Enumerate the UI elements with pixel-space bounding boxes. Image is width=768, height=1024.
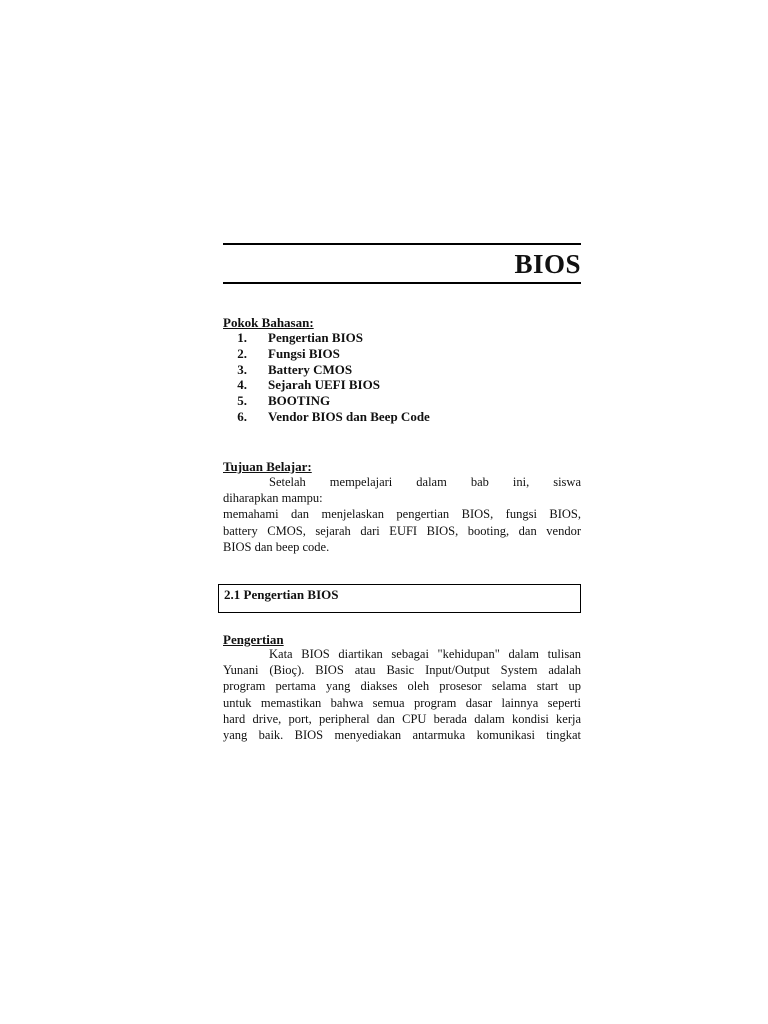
topic-item: 5. BOOTING xyxy=(237,393,331,409)
tujuan-belajar-label: Tujuan Belajar: xyxy=(223,459,312,474)
section-heading-box xyxy=(218,584,581,613)
tujuan-belajar-paragraph xyxy=(223,474,581,555)
text-line: diharapkan mampu: xyxy=(223,491,323,506)
text-line: program pertama yang diakses oleh prosesor selama start up xyxy=(223,679,581,694)
text-line: Yunani (Bioç). BIOS atau Basic Input/Output System adalah xyxy=(223,663,581,678)
topic-item: 1. Pengertian BIOS xyxy=(237,330,363,345)
pengertian-paragraph xyxy=(223,646,581,743)
text-line: BIOS dan beep code. xyxy=(223,539,330,554)
chapter-title: BIOS xyxy=(514,249,581,279)
text-line: hard drive, port, peripheral dan CPU berada dalam kondisi kerja xyxy=(223,711,581,726)
chapter-rule-bottom xyxy=(223,282,581,284)
document-page xyxy=(223,0,588,1024)
topic-list xyxy=(223,330,430,425)
pokok-bahasan-label: Pokok Bahasan: xyxy=(223,315,314,330)
text-line: battery CMOS, sejarah dari EUFI BIOS, booting, dan vendor xyxy=(223,523,581,538)
text-line: yang baik. BIOS menyediakan antarmuka komunikasi tingkat xyxy=(223,728,581,743)
pengertian-label: Pengertian xyxy=(223,632,284,647)
text-line: Kata BIOS diartikan sebagai "kehidupan" dalam tulisan xyxy=(269,647,581,661)
text-line: untuk memastikan bahwa semua program dasar lainnya seperti xyxy=(223,695,581,710)
topic-item: 3. Battery CMOS xyxy=(237,361,353,377)
text-line: memahami dan menjelaskan pengertian BIOS, fungsi BIOS, xyxy=(223,507,581,522)
topic-item: 2. Fungsi BIOS xyxy=(237,345,340,361)
topic-item: 6. Vendor BIOS dan Beep Code xyxy=(237,408,430,424)
text-line: Setelah mempelajari dalam bab ini, siswa xyxy=(269,475,581,489)
topic-item: 4. Sejarah UEFI BIOS xyxy=(237,377,380,393)
chapter-rule-top xyxy=(223,243,581,245)
section-heading: 2.1 Pengertian BIOS xyxy=(224,587,339,602)
